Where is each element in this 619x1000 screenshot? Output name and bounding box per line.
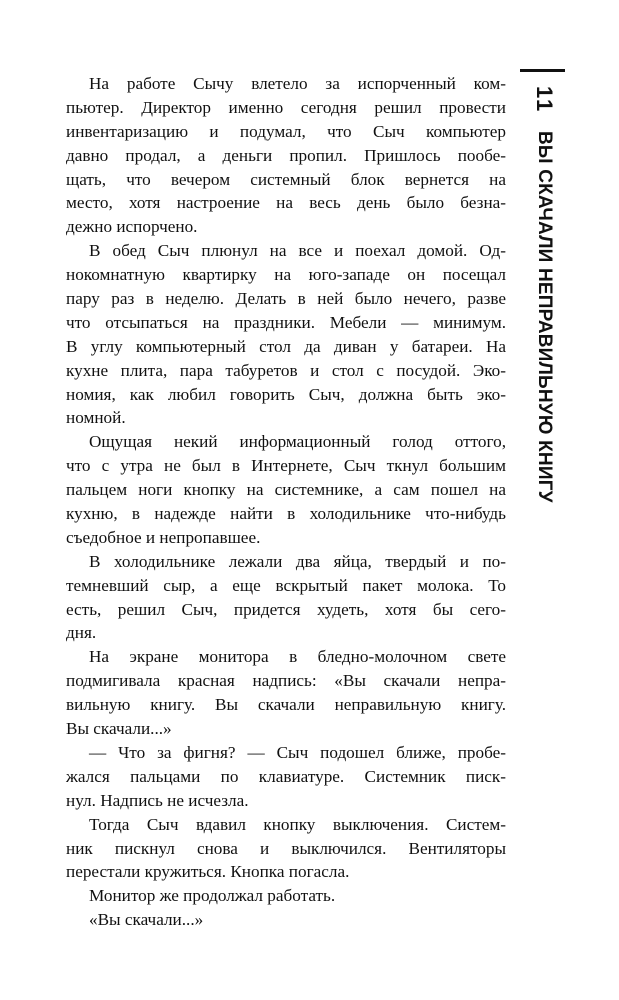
text-line: нокомнатную квартирку на юго-западе он посещал (66, 265, 506, 285)
text-line: номия, как любил говорить Сыч, должна быть эко- (66, 384, 506, 404)
text-line: Вы скачали...» (66, 719, 172, 739)
text-line: кухне плита, пара табуретов и стол с посудой. Эко- (66, 360, 506, 380)
text-line: перестали кружиться. Кнопка погасла. (66, 862, 350, 882)
text-line: пальцем ноги кнопку на системнике, а сам пошел на (66, 480, 506, 500)
text-line: пару раз в неделю. Делать в ней было нечего, разве (66, 289, 506, 309)
text-line: дежно испорчено. (66, 217, 198, 237)
text-line: «Вы скачали...» (89, 910, 204, 930)
text-line: темневший сыр, а еще вскрытый пакет молока. То (66, 575, 506, 595)
text-line: — Что за фигня? — Сыч подошел ближе, пробе- (89, 742, 506, 762)
text-line: жался пальцами по клавиатуре. Системник писк- (66, 766, 506, 786)
text-line: пьютер. Директор именно сегодня решил провести (66, 97, 506, 117)
text-line: что отсыпаться на праздники. Мебели — минимум. (66, 312, 506, 332)
text-line: На экране монитора в бледно-молочном свете (89, 647, 506, 667)
text-line: что с утра не был в Интернете, Сыч ткнул большим (66, 456, 506, 476)
text-line: ник пискнул снова и выключился. Вентиляторы (66, 838, 506, 858)
text-line: На работе Сычу влетело за испорченный ком- (89, 74, 506, 93)
text-line: В углу компьютерный стол да диван у батареи. На (66, 336, 506, 356)
side-header (526, 86, 562, 586)
text-line: съедобное и непропавшее. (66, 527, 261, 547)
text-line: В холодильнике лежали два яйца, твердый и по- (89, 551, 506, 571)
text-line: кухню, в надежде найти в холодильнике что-нибудь (66, 504, 506, 524)
page-number: 11 (532, 86, 557, 114)
text-line: В обед Сыч плюнул на все и поехал домой. Од- (89, 241, 506, 261)
text-line: Монитор же продолжал работать. (89, 886, 336, 906)
text-line: место, хотя настроение на весь день было безна- (66, 193, 506, 213)
text-line: вильную книгу. Вы скачали неправильную книгу. (66, 695, 506, 715)
text-line: дня. (66, 623, 97, 643)
text-line: щать, что вечером системный блок вернется на (66, 169, 506, 189)
running-title: ВЫ СКАЧАЛИ НЕПРАВИЛЬНУЮ КНИГУ (534, 131, 555, 503)
text-line: подмигивала красная надпись: «Вы скачали непра- (66, 671, 506, 691)
text-line: Ощущая некий информационный голод оттого, (89, 432, 506, 452)
text-line: номной. (66, 408, 126, 428)
text-line: давно продал, а деньги пропил. Пришлось пообе- (66, 145, 506, 165)
header-rule (520, 69, 565, 72)
text-line: Тогда Сыч вдавил кнопку выключения. Систем- (89, 814, 506, 834)
text-line: нул. Надпись не исчезла. (66, 790, 249, 810)
text-line: есть, решил Сыч, придется худеть, хотя бы сего- (66, 599, 506, 619)
body-text (66, 72, 506, 932)
text-line: инвентаризацию и подумал, что Сыч компьютер (66, 121, 506, 141)
